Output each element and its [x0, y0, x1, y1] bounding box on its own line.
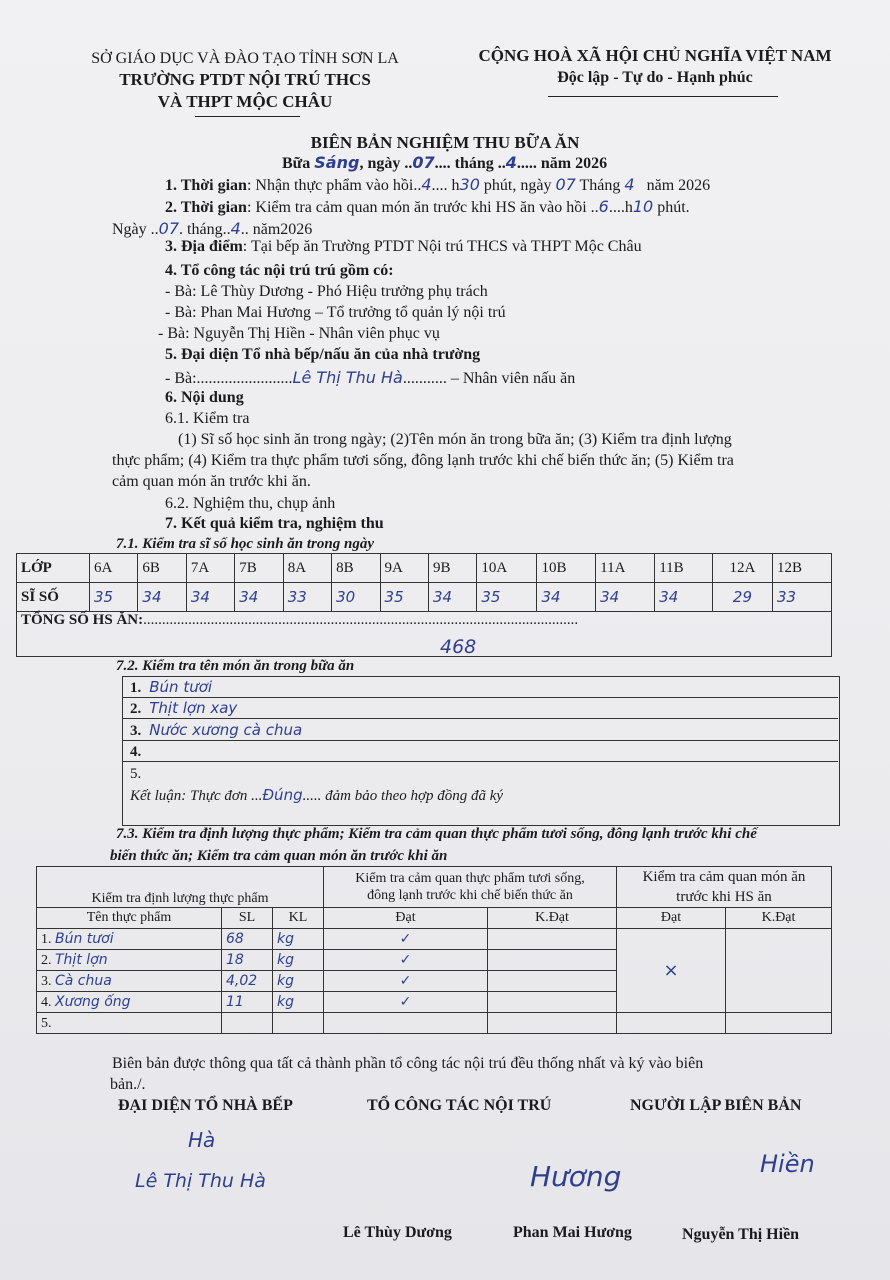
signer-name-2: Phan Mai Hương [513, 1224, 632, 1241]
dish-1: 1. Bún tươi [130, 678, 213, 696]
dish-line-4 [122, 761, 838, 762]
class-10b: 10B [537, 554, 596, 583]
table-row: 4. Xương ống 11 kg ✓ [37, 992, 832, 1013]
item-6-2: 6.2. Nghiệm thu, chụp ảnh [165, 495, 336, 512]
h-fresh: Kiểm tra cảm quan thực phẩm tươi sống, đông lạnh trước khi chế biến thức ăn [324, 867, 617, 908]
class-header-label: LỚP [17, 554, 90, 583]
item-2-date: Ngày ..07. tháng..4.. năm2026 [112, 219, 313, 238]
kitchen-staff-name: Lê Thị Thu Hà [292, 368, 403, 387]
count-7a: 34 [186, 583, 234, 612]
c-fail2: K.Đạt [726, 908, 832, 929]
dish-line-2 [122, 718, 838, 719]
count-12a: 29 [712, 583, 772, 612]
class-8b: 8B [332, 554, 380, 583]
dish-4: 4. [130, 744, 142, 760]
count-7b: 34 [235, 583, 283, 612]
signer-name-1: Lê Thùy Dương [343, 1224, 452, 1241]
item-6-title: 6. Nội dung [165, 389, 244, 406]
item-6-1: 6.1. Kiểm tra [165, 410, 250, 427]
count-10a: 35 [477, 583, 537, 612]
count-header-label: SĨ SỐ [17, 583, 90, 612]
team-member-3: - Bà: Nguyễn Thị Hiền - Nhân viên phục vụ [158, 325, 440, 342]
count-6b: 34 [138, 583, 186, 612]
h-quantity: Kiểm tra định lượng thực phẩm [37, 867, 324, 908]
national-motto: Độc lập - Tự do - Hạnh phúc [557, 69, 753, 86]
meal-line: Bữa Sáng, ngày ..07.... tháng ..4..... năm 2026 [282, 153, 608, 172]
c-name: Tên thực phẩm [37, 908, 222, 929]
section-7-2-title: 7.2. Kiểm tra tên món ăn trong bữa ăn [116, 658, 355, 674]
kitchen-staff-line: - Bà:........................Lê Thị Thu Hà........... – Nhân viên nấu ăn [165, 368, 576, 387]
dish-2: 2. Thịt lợn xay [130, 699, 238, 717]
dish-5: 5. [130, 766, 142, 782]
dish-line-1 [122, 697, 838, 698]
item-6-1-para-3: cảm quan món ăn trước khi ăn. [112, 473, 311, 490]
class-9b: 9B [428, 554, 476, 583]
total-label: TỔNG SỐ HS ĂN: [21, 612, 144, 628]
table-row: 2. Thịt lợn 18 kg ✓ [37, 950, 832, 971]
item-7-title: 7. Kết quả kiểm tra, nghiệm thu [165, 515, 384, 532]
signer-name-3: Nguyễn Thị Hiền [682, 1226, 800, 1243]
class-7b: 7B [235, 554, 283, 583]
quantity-check-table [36, 866, 832, 1034]
dish-line-3 [122, 740, 838, 741]
class-6a: 6A [90, 554, 138, 583]
c-sl: SL [222, 908, 273, 929]
writer-sign-title: NGƯỜI LẬP BIÊN BẢN [630, 1097, 802, 1114]
item-3: 3. Địa điểm: Tại bếp ăn Trường PTDT Nội trú THCS và THPT Mộc Châu [165, 238, 642, 255]
team-member-2: - Bà: Phan Mai Hương – Tổ trưởng tổ quản lý nội trú [165, 304, 506, 321]
menu-conclusion-value: Đúng [262, 786, 303, 804]
section-7-3-title-2: biến thức ăn; Kiểm tra cảm quan món ăn trước khi ăn [110, 848, 448, 864]
class-11b: 11B [655, 554, 713, 583]
class-9a: 9A [380, 554, 428, 583]
c-pass2: Đạt [617, 908, 726, 929]
count-10b: 34 [537, 583, 596, 612]
dish-3: 3. Nước xương cà chua [130, 721, 303, 739]
closing-line-1: Biên bản được thông qua tất cả thành phần tổ công tác nội trú đều thống nhất và ký vào biên [112, 1055, 704, 1072]
kitchen-sign-title: ĐẠI DIỆN TỔ NHÀ BẾP [118, 1097, 293, 1114]
count-9b: 34 [428, 583, 476, 612]
writer-signature: Hiền [760, 1150, 815, 1178]
item-6-1-para-1: (1) Sĩ số học sinh ăn trong ngày; (2)Tên món ăn trong bữa ăn; (3) Kiểm tra định lượng [178, 431, 732, 448]
team-signature: Hương [530, 1160, 622, 1193]
header-left-underline [195, 116, 300, 117]
kitchen-signature-short: Hà [188, 1128, 216, 1152]
team-sign-title: TỔ CÔNG TÁC NỘI TRÚ [367, 1097, 552, 1114]
school-name-line1: TRƯỜNG PTDT NỘI TRÚ THCS [119, 70, 371, 89]
c-fail: K.Đạt [488, 908, 617, 929]
item-4-title: 4. Tổ công tác nội trú trú gồm có: [165, 262, 394, 279]
item-2: 2. Thời gian: Kiểm tra cảm quan món ăn trước khi HS ăn vào hồi ..6....h10 phút. [165, 197, 690, 216]
class-7a: 7A [186, 554, 234, 583]
item-6-1-para-2: thực phẩm; (4) Kiểm tra thực phẩm tươi sống, đông lạnh trước khi chế biến thức ăn; (5) Kiểm tra [112, 452, 734, 469]
item-5-title: 5. Đại diện Tổ nhà bếp/nấu ăn của nhà trường [165, 346, 481, 363]
count-11b: 34 [655, 583, 713, 612]
team-member-1: - Bà: Lê Thùy Dương - Phó Hiệu trưởng phụ trách [165, 283, 488, 300]
c-kl: KL [273, 908, 324, 929]
total-dots: .................................................................................................................... [143, 612, 579, 628]
class-10a: 10A [477, 554, 537, 583]
school-name-line2: VÀ THPT MỘC CHÂU [157, 92, 333, 111]
count-8b: 30 [332, 583, 380, 612]
closing-line-2: bản./. [110, 1076, 146, 1093]
class-count-table [16, 553, 832, 657]
menu-conclusion: Kết luận: Thực đơn ...Đúng..... đảm bảo theo hợp đồng đã ký [130, 786, 504, 804]
table-row: 3. Cà chua 4,02 kg ✓ [37, 971, 832, 992]
class-12b: 12B [773, 554, 832, 583]
count-8a: 33 [283, 583, 331, 612]
agency-name: SỞ GIÁO DỤC VÀ ĐÀO TẠO TỈNH SƠN LA [91, 50, 399, 67]
class-8a: 8A [283, 554, 331, 583]
total-row [17, 612, 832, 657]
total-value: 468 [440, 636, 477, 658]
class-12a: 12A [712, 554, 772, 583]
section-7-1-title: 7.1. Kiểm tra sĩ số học sinh ăn trong ngày [116, 536, 374, 552]
count-9a: 35 [380, 583, 428, 612]
document-title: BIÊN BẢN NGHIỆM THU BỮA ĂN [310, 133, 580, 152]
table-row: 1. Bún tươi 68 kg ✓ × [37, 929, 832, 950]
national-title: CỘNG HOÀ XÃ HỘI CHỦ NGHĨA VIỆT NAM [478, 46, 832, 65]
class-6b: 6B [138, 554, 186, 583]
header-right-underline [548, 96, 778, 97]
sense-mark: × [617, 929, 726, 1013]
table-row: 5. [37, 1013, 832, 1034]
kitchen-signature-full: Lê Thị Thu Hà [135, 1170, 266, 1192]
section-7-3-title-1: 7.3. Kiểm tra định lượng thực phẩm; Kiểm tra cảm quan thực phẩm tươi sống, đông lạnh trước khi chế [116, 826, 757, 842]
class-11a: 11A [596, 554, 655, 583]
h-sense: Kiểm tra cảm quan món ăn trước khi HS ăn [617, 867, 832, 908]
c-pass: Đạt [324, 908, 488, 929]
count-6a: 35 [90, 583, 138, 612]
item-1: 1. Thời gian: Nhận thực phẩm vào hồi..4.... h30 phút, ngày 07 Tháng 4 năm 2026 [165, 175, 711, 194]
count-11a: 34 [596, 583, 655, 612]
meal-value: Sáng [314, 153, 360, 172]
count-12b: 33 [773, 583, 832, 612]
